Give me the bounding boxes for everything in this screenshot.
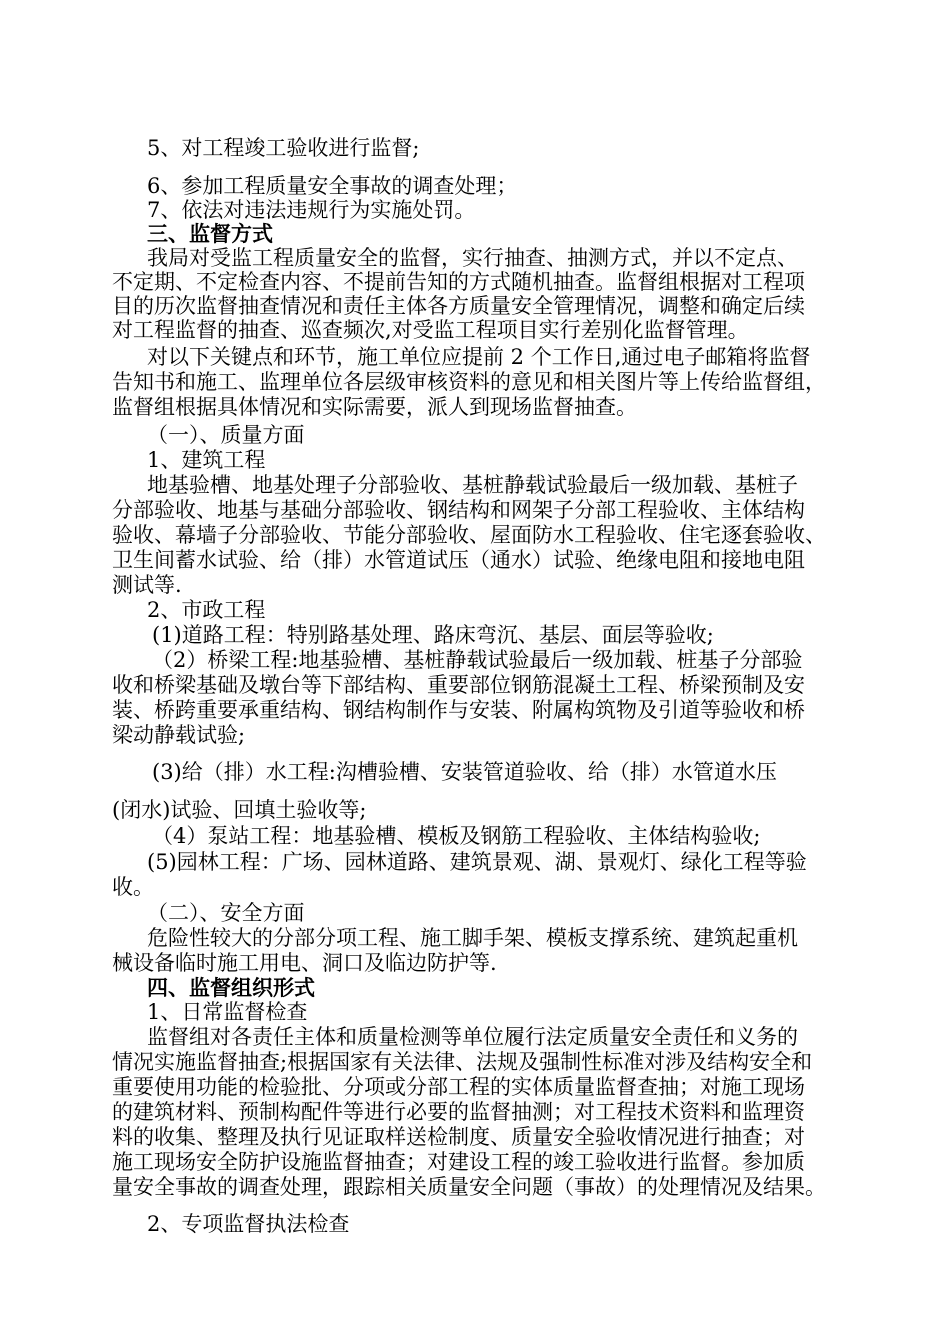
- subsection-heading-building: 1、建筑工程: [147, 448, 266, 472]
- paragraph-line: (3)给（排）水工程:沟槽验槽、安装管道验收、给（排）水管道水压: [152, 760, 777, 784]
- paragraph-line: 告知书和施工、监理单位各层级审核资料的意见和相关图片等上传给监督组，: [112, 370, 826, 394]
- paragraph-line: 对工程监督的抽查、巡查频次,对受监工程项目实行差别化监督管理。: [112, 318, 749, 342]
- paragraph-line: （2）桥梁工程:地基验槽、基桩静载试验最后一级加载、桩基子分部验: [152, 648, 803, 672]
- paragraph-line: 卫生间蓄水试验、给（排）水管道试压（通水）试验、绝缘电阻和接地电阻: [112, 548, 805, 572]
- paragraph-line: 情况实施监督抽查;根据国家有关法律、法规及强制性标准对涉及结构安全和: [112, 1050, 813, 1074]
- section-heading-3: 三、监督方式: [147, 222, 273, 246]
- paragraph-line: (1)道路工程：特别路基处理、路床弯沉、基层、面层等验收;: [152, 623, 714, 647]
- paragraph-line: 地基验槽、地基处理子分部验收、基桩静载试验最后一级加载、基桩子: [147, 473, 798, 497]
- paragraph-line: (闭水)试验、回填土验收等;: [112, 798, 367, 822]
- paragraph-line: 对以下关键点和环节，施工单位应提前 2 个工作日,通过电子邮箱将监督: [147, 345, 811, 369]
- subsection-heading-daily: 1、日常监督检查: [147, 1000, 308, 1024]
- list-item-6: 6、参加工程质量安全事故的调查处理；: [147, 174, 518, 198]
- paragraph-line: 收和桥梁基础及墩台等下部结构、重要部位钢筋混凝土工程、桥梁预制及安: [112, 673, 805, 697]
- paragraph-line: 施工现场安全防护设施监督抽查；对建设工程的竣工验收进行监督。参加质: [112, 1150, 805, 1174]
- paragraph-line: 重要使用功能的检验批、分项或分部工程的实体质量监督查抽；对施工现场: [112, 1075, 805, 1099]
- list-item-5: 5、对工程竣工验收进行监督;: [147, 136, 420, 160]
- paragraph-line: 监督组根据具体情况和实际需要，派人到现场监督抽查。: [112, 395, 637, 419]
- subsection-heading-municipal: 2、市政工程: [147, 598, 266, 622]
- paragraph-line: (5)园林工程：广场、园林道路、建筑景观、湖、景观灯、绿化工程等验: [147, 850, 807, 874]
- paragraph-line: 收。: [112, 875, 154, 899]
- list-item-7: 7、依法对违法违规行为实施处罚。: [147, 198, 476, 222]
- paragraph-line: 的建筑材料、预制构配件等进行必要的监督抽测；对工程技术资料和监理资: [112, 1100, 805, 1124]
- paragraph-line: （4）泵站工程：地基验槽、模板及钢筋工程验收、主体结构验收;: [152, 824, 761, 848]
- subsection-heading-safety: （二）、安全方面: [147, 901, 305, 925]
- paragraph-line: 装、桥跨重要承重结构、钢结构制作与安装、附属构筑物及引道等验收和桥: [112, 698, 805, 722]
- paragraph-line: 验收、幕墙子分部验收、节能分部验收、屋面防水工程验收、住宅逐套验收、: [112, 523, 826, 547]
- paragraph-line: 目的历次监督抽查情况和责任主体各方质量安全管理情况，调整和确定后续: [112, 294, 805, 318]
- subsection-heading-special: 2、专项监督执法检查: [147, 1212, 350, 1236]
- paragraph-line: 危险性较大的分部分项工程、施工脚手架、模板支撑系统、建筑起重机: [147, 926, 798, 950]
- paragraph-line: 量安全事故的调查处理，跟踪相关质量安全问题（事故）的处理情况及结果。: [112, 1175, 826, 1199]
- paragraph-line: 监督组对各责任主体和质量检测等单位履行法定质量安全责任和义务的: [147, 1025, 798, 1049]
- paragraph-line: 梁动静载试验;: [112, 723, 246, 747]
- paragraph-line: 分部验收、地基与基础分部验收、钢结构和网架子分部工程验收、主体结构: [112, 498, 805, 522]
- paragraph-line: 械设备临时施工用电、洞口及临边防护等.: [112, 951, 497, 975]
- paragraph-line: 测试等.: [112, 573, 182, 597]
- paragraph-line: 料的收集、整理及执行见证取样送检制度、质量安全验收情况进行抽查；对: [112, 1125, 805, 1149]
- subsection-heading-quality: （一）、质量方面: [147, 423, 305, 447]
- paragraph-line: 不定期、不定检查内容、不提前告知的方式随机抽查。监督组根据对工程项: [112, 270, 805, 294]
- section-heading-4: 四、监督组织形式: [147, 976, 315, 1000]
- paragraph-line: 我局对受监工程质量安全的监督，实行抽查、抽测方式，并以不定点、: [147, 246, 798, 270]
